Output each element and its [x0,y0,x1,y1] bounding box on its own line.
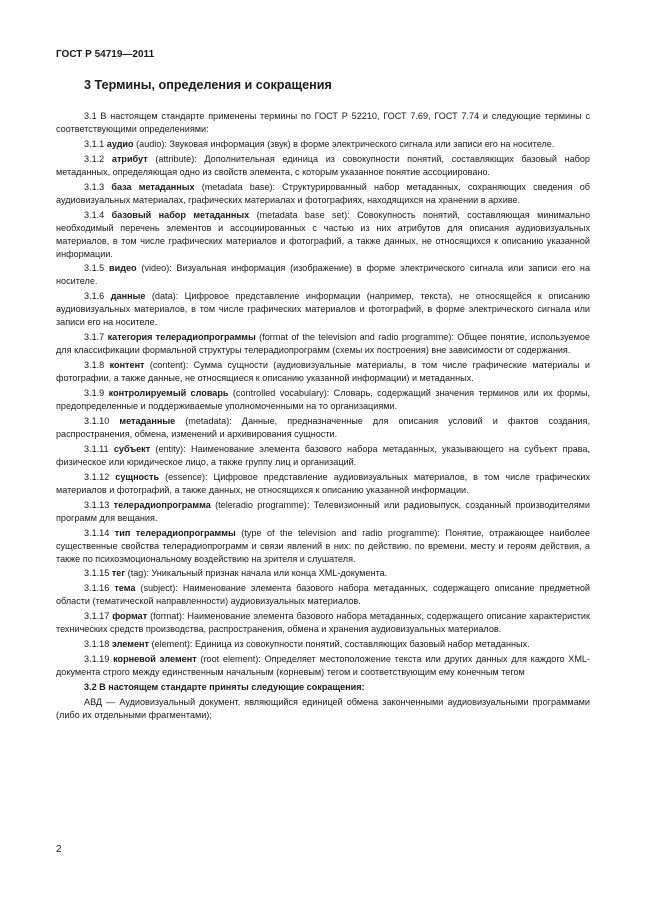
term-name: данные [110,291,146,302]
term-definition-text: (video): Визуальная информация (изображение) в форме электрического сигнала или записи его на носителе. [56,263,591,287]
paragraph: 3.1 В настоящем стандарте применены термины по ГОСТ Р 52210, ГОСТ 7.69, ГОСТ 7.74 и следующие термины с соответствующими определениями: [56,111,590,134]
term-definition [56,443,590,469]
term-name: метаданные [119,415,176,426]
term-number: 3.1.13 [84,499,110,510]
term-definition [56,653,590,679]
term-name: корневой элемент [113,654,197,665]
term-definition [56,262,590,288]
term-definition [56,331,590,357]
term-definition-text: (tag): Уникальный признак начала или конца XML-документа. [125,568,388,579]
subsection-heading-text: 3.2 В настоящем стандарте приняты следующие сокращения: [84,682,365,693]
document-code: ГОСТ Р 54719—2011 [56,49,155,60]
term-definition [56,181,590,207]
term-name: база метаданных [111,181,195,192]
term-definition-text: (metadata base): Структурированный набор метаданных, сохраняющих сведения об аудиовизуальных материалах, графических материалах и фотографиях, находящихся на хранении в архиве. [56,181,590,205]
term-name: контент [109,360,145,371]
term-definition-text: (format): Наименование элемента базового набора метаданных, содержащего описание характеристик технических средств производства, распространения, обмена и хранения аудиовизуальных материалов. [56,611,590,635]
term-definition-text: (element): Единица из совокупности понятий, составляющих базовый набор метаданных. [148,639,530,650]
term-number: 3.1.7 [84,332,105,343]
term-definition [56,415,590,441]
term-name: элемент [111,639,149,650]
term-name: тип телерадиопрограммы [114,527,236,538]
term-definition-text: (audio): Звуковая информация (звук) в форме электрического сигнала или записи его на носителе. [133,138,555,149]
term-definition [56,471,590,497]
term-name: субъект [113,443,151,454]
term-definition [56,582,590,608]
term-number: 3.1.3 [84,181,105,192]
term-number: 3.1.2 [84,153,105,164]
term-definition-text: (subject): Наименование элемента базового набора метаданных, содержащего описание предметной области (тематической направленности) аудиовизуальных материалов. [56,583,590,607]
page-number: 2 [56,844,62,855]
term-number: 3.1.12 [84,471,110,482]
term-definition-text: (attribute): Дополнительная единица из совокупности понятий, составляющих базовый набор метаданных, определяющая одно из свойств элемента, с которым указанное понятие ассоциировано. [56,153,590,177]
term-name: телерадиопрограмма [113,499,211,510]
term-number: 3.1.11 [84,443,109,454]
term-definition-text: (data): Цифровое представление информации (например, текста), не относящейся к описанию аудиовизуальных материалов, в том числе графических материалов и фотографий, в форме электрического сигнала или записи его на носителе. [56,291,590,328]
term-name: тег [111,568,126,579]
term-definition [56,290,590,329]
term-name: сущность [115,471,160,482]
term-definition [56,527,590,566]
term-number: 3.1.14 [84,527,110,538]
term-definition-text: (type of the television and radio programme): Понятие, отражающее наиболее существенные свойства телерадиопрограмм и связи явлений в них: по действию, по времени, месту и героям действия, а также по психоэмоциональному воздействию на зрителя и слушателя. [56,527,590,564]
term-name: тема [114,583,136,594]
term-definition-text: (teleradio programme): Телевизионный или радиовыпуск, созданный производителями программ для вещания. [56,499,590,523]
term-number: 3.1.16 [84,583,110,594]
term-definition [56,209,590,261]
term-number: 3.1.15 [84,568,110,579]
term-number: 3.1.17 [84,611,110,622]
term-number: 3.1.10 [84,415,110,426]
section-title: 3 Термины, определения и сокращения [84,78,332,92]
term-definition-text: (root element): Определяет местоположение текста или других данных для каждого XML-документа строго между единственным начальным (корневым) тегом и соответствующим ему конечным тегом [56,654,590,678]
term-definition-text: (metadata): Данные, предназначенные для описания условий и фактов создания, распространения, обмена, изменений и архивирования сущности. [56,415,590,439]
term-number: 3.1.9 [84,388,105,399]
subsection-heading [56,681,590,694]
term-definition-text: (entity): Наименование элемента базового набора метаданных, указывающего на субъект права, физическое или юридическое лицо, а также группу лиц и организаций. [56,443,590,467]
term-name: видео [109,263,137,274]
term-name: формат [112,611,148,622]
term-definition [56,638,590,651]
term-name: атрибут [111,153,148,164]
paragraph: АВД — Аудиовизуальный документ, являющийся единицей обмена законченными аудиовизуальными программами (либо их отдельными фрагментами); [56,697,590,720]
term-number: 3.1.8 [84,360,105,371]
term-definition [56,153,590,179]
term-definition-text: (essence): Цифровое представление аудиовизуальных материалов, в том числе графических материалов и фотографий, а также данных, не относящихся к описанию указанной информации. [56,471,590,495]
term-definition-text: (format of the television and radio programme): Общее понятие, используемое для классификации формальной структуры телерадиопрограмм (схемы их построения) вне зависимости от содержания. [56,332,590,356]
term-name: базовый набор метаданных [111,209,250,220]
term-definition [56,610,590,636]
term-number: 3.1.19 [84,654,110,665]
term-number: 3.1.5 [84,263,105,274]
term-number: 3.1.6 [84,291,105,302]
term-number: 3.1.18 [84,639,110,650]
term-name: категория телерадиопрограммы [107,332,256,343]
term-definition [56,387,590,413]
term-definition [56,359,590,385]
term-definition-text: (metadata base set): Совокупность понятий, составляющая минимально необходимый перечень элементов и ассоциированных с частью из них атрибутов для описания аудиовизуальных материалов, в том числе графических материалов и фотографий, а также данных, не относящихся к описанию указанной информации. [56,209,591,259]
term-name: контролируемый словарь [108,388,229,399]
term-number: 3.1.1 [84,138,105,149]
term-name: аудио [106,138,134,149]
term-definition [56,138,590,151]
term-definition-text: (content): Сумма сущности (аудиовизуальные материалы, в том числе графические материалы и фотографии, а также данные, не относящиеся к описанию указанной информации) и метаданных. [56,360,590,384]
term-definition [56,499,590,525]
terms-list [56,110,590,724]
term-number: 3.1.4 [84,209,105,220]
term-definition-text: (controlled vocabulary): Словарь, содержащий значения терминов или их формы, предопределенные и поддерживаемые уполномоченными на то организациями. [56,388,591,412]
term-definition [56,567,590,580]
